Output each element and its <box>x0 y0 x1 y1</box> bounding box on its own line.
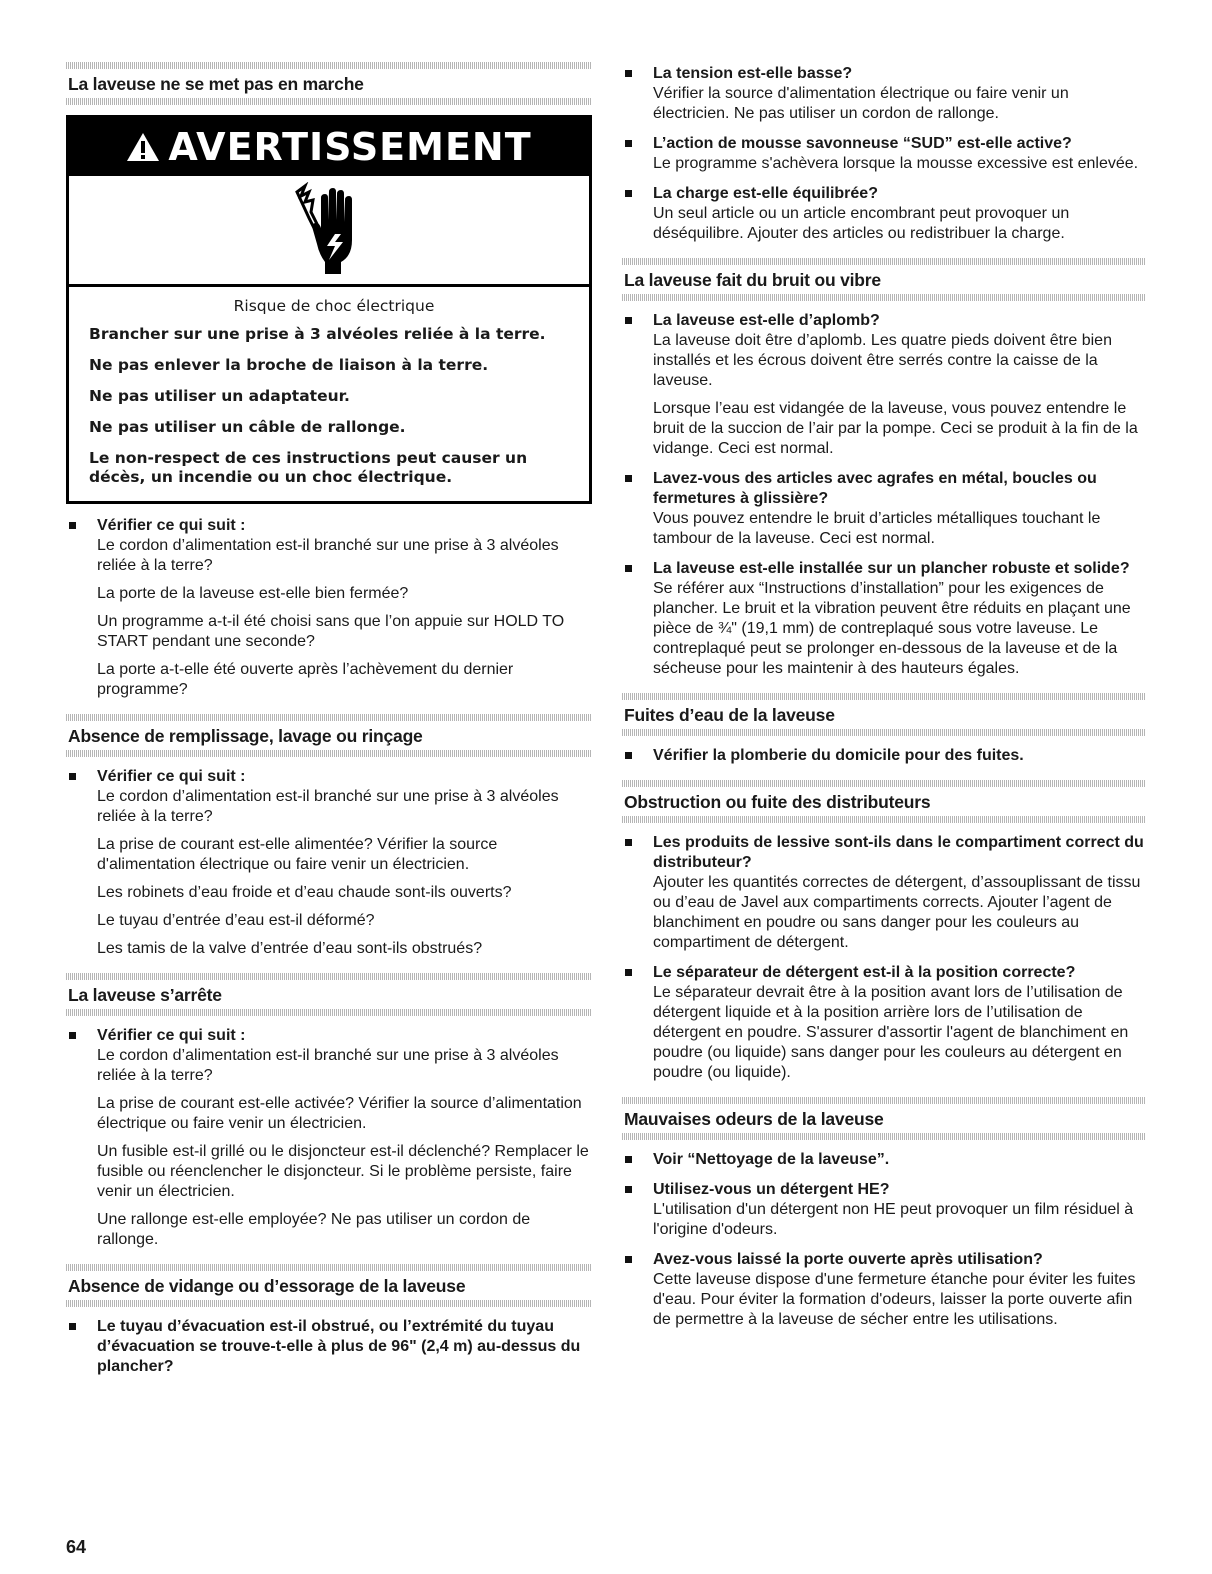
check-list-stops <box>66 1026 592 1250</box>
bullet-icon <box>69 1323 76 1330</box>
item-text: Les tamis de la valve d’entrée d’eau sont-ils obstrués? <box>97 940 483 957</box>
dotted-rule <box>622 729 1146 736</box>
warning-line: Le non-respect de ces instructions peut causer un décès, un incendie ou un choc électrique. <box>89 449 528 486</box>
list-item <box>622 184 1146 244</box>
item-text: Lorsque l’eau est vidangée de la laveuse, vous pouvez entendre le bruit de la succion de l’air par la pompe. Ceci se produit à la fin de la vidange. Ceci est normal. <box>653 400 1138 457</box>
bullet-icon <box>625 140 632 147</box>
section-header-noise <box>622 258 1146 301</box>
list-item <box>622 559 1146 679</box>
item-question: Lavez-vous des articles avec agrafes en métal, boucles ou fermetures à glissière? <box>653 470 1097 507</box>
dotted-rule <box>622 258 1146 265</box>
list-item <box>622 746 1146 766</box>
bullet-icon <box>625 317 632 324</box>
item-question: L’action de mousse savonneuse “SUD” est-elle active? <box>653 135 1072 152</box>
item-text: Le cordon d’alimentation est-il branché sur une prise à 3 alvéoles reliée à la terre? <box>97 788 559 825</box>
list-item <box>622 963 1146 1083</box>
item-question: Vérifier ce qui suit : <box>97 1027 246 1044</box>
dotted-rule <box>66 1300 592 1307</box>
bullet-icon <box>625 839 632 846</box>
item-text: Le cordon d’alimentation est-il branché sur une prise à 3 alvéoles reliée à la terre? <box>97 1047 559 1084</box>
item-question: Les produits de lessive sont-ils dans le compartiment correct du distributeur? <box>653 834 1144 871</box>
item-text: La prise de courant est-elle activée? Vérifier la source d’alimentation électrique ou faire venir un électricien. <box>97 1095 582 1132</box>
dotted-rule <box>66 98 592 105</box>
item-answer: La laveuse doit être d’aplomb. Les quatre pieds doivent être bien installés et les écrous doivent être serrés contre la caisse de la laveuse. <box>653 332 1112 389</box>
bullet-icon <box>69 1032 76 1039</box>
warning-line: Ne pas utiliser un adaptateur. <box>89 387 350 405</box>
section-title: Absence de vidange ou d’essorage de la laveuse <box>68 1276 466 1296</box>
left-column <box>66 62 592 1377</box>
bullet-icon <box>625 475 632 482</box>
item-text: La porte de la laveuse est-elle bien fermée? <box>97 585 409 602</box>
warning-body <box>69 287 589 501</box>
item-answer: L'utilisation d'un détergent non HE peut provoquer un film résiduel à l'origine d'odeurs. <box>653 1201 1134 1238</box>
item-question: Voir “Nettoyage de la laveuse”. <box>653 1151 890 1168</box>
item-question: La laveuse est-elle d’aplomb? <box>653 312 880 329</box>
dotted-rule <box>66 750 592 757</box>
bullet-icon <box>625 70 632 77</box>
item-answer: Vérifier la source d'alimentation électrique ou faire venir un électricien. Ne pas utiliser un cordon de rallonge. <box>653 85 1069 122</box>
bullet-icon <box>625 1186 632 1193</box>
warning-triangle-icon <box>126 132 160 162</box>
bullet-icon <box>625 752 632 759</box>
item-text: Le cordon d’alimentation est-il branché sur une prise à 3 alvéoles reliée à la terre? <box>97 537 559 574</box>
check-list-no-fill <box>66 767 592 959</box>
section-header-no-start <box>66 62 592 105</box>
dotted-rule <box>622 693 1146 700</box>
bullet-icon <box>69 773 76 780</box>
list-item <box>622 469 1146 549</box>
list-item <box>622 1150 1146 1170</box>
item-question: Vérifier la plomberie du domicile pour des fuites. <box>653 747 1024 764</box>
item-question: Vérifier ce qui suit : <box>97 517 246 534</box>
section-title: La laveuse fait du bruit ou vibre <box>624 270 881 290</box>
bullet-icon <box>625 969 632 976</box>
item-text: Une rallonge est-elle employée? Ne pas utiliser un cordon de rallonge. <box>97 1211 531 1248</box>
list-item <box>622 833 1146 953</box>
item-answer: Le séparateur devrait être à la position avant lors de l’utilisation de détergent liquide et à la position arrière lors de l’utilisation de détergent en poudre. S'assurer d'assortir l'agent de blanchiment en poudre (ou liquide) sans danger pour les couleurs au détergent en poudre (ou liquide). <box>653 984 1129 1081</box>
item-question: La laveuse est-elle installée sur un plancher robuste et solide? <box>653 560 1130 577</box>
dotted-rule <box>622 294 1146 301</box>
warning-box <box>66 115 592 504</box>
dotted-rule <box>66 62 592 69</box>
bullet-icon <box>625 565 632 572</box>
dotted-rule <box>622 1133 1146 1140</box>
right-column <box>622 62 1146 1330</box>
bullet-icon <box>625 1156 632 1163</box>
dotted-rule <box>622 816 1146 823</box>
section-header-leaks <box>622 693 1146 736</box>
item-question: La charge est-elle équilibrée? <box>653 185 878 202</box>
item-text: Les robinets d’eau froide et d’eau chaude sont-ils ouverts? <box>97 884 512 901</box>
item-question: Le tuyau d’évacuation est-il obstrué, ou l’extrémité du tuyau d’évacuation se trouve-t-elle à plus de 96" (2,4 m) au-dessus du plancher? <box>97 1318 581 1375</box>
warning-pictogram <box>69 176 589 287</box>
list-item <box>622 311 1146 459</box>
section-header-no-drain <box>66 1264 592 1307</box>
section-header-no-fill <box>66 714 592 757</box>
dotted-rule <box>66 973 592 980</box>
item-text: Le tuyau d’entrée d’eau est-il déformé? <box>97 912 375 929</box>
warning-banner <box>69 118 589 176</box>
warning-line: Ne pas enlever la broche de liaison à la terre. <box>89 356 489 374</box>
list-item <box>622 1250 1146 1330</box>
section-title: La laveuse ne se met pas en marche <box>68 74 364 94</box>
item-answer: Ajouter les quantités correctes de détergent, d’assouplissant de tissu ou d’eau de Javel aux compartiments corrects. Ajouter l’agent de blanchiment en poudre ou sans danger pour les couleurs au compartiment de détergent. <box>653 874 1141 951</box>
item-answer: Le programme s'achèvera lorsque la mousse excessive est enlevée. <box>653 155 1139 172</box>
warning-banner-text: AVERTISSEMENT <box>168 125 532 169</box>
item-answer: Se référer aux “Instructions d’installation” pour les exigences de plancher. Le bruit et la vibration peuvent être réduits en plaçant une pièce de ¾" (19,1 mm) de contreplaqué sous votre laveuse. Le contreplaqué peut se prolonger en-dessous de la laveuse et de la sécheuse pour les maintenir à des hauteurs égales. <box>653 580 1131 677</box>
dotted-rule <box>622 780 1146 787</box>
section-header-dispensers <box>622 780 1146 823</box>
item-answer: Cette laveuse dispose d'une fermeture étanche pour éviter les fuites d'eau. Pour éviter la formation d'odeurs, laisser la porte ouverte afin de permettre à la laveuse de sécher entre les utilisations. <box>653 1271 1136 1328</box>
list-item <box>622 64 1146 124</box>
dotted-rule <box>66 1264 592 1271</box>
section-title: La laveuse s’arrête <box>68 985 222 1005</box>
section-title: Absence de remplissage, lavage ou rinçage <box>68 726 423 746</box>
item-answer: Vous pouvez entendre le bruit d’articles métalliques touchant le tambour de la laveuse. Ceci est normal. <box>653 510 1101 547</box>
dotted-rule <box>622 1097 1146 1104</box>
item-text: La prise de courant est-elle alimentée? Vérifier la source d'alimentation électrique ou faire venir un électricien. <box>97 836 498 873</box>
section-title: Fuites d’eau de la laveuse <box>624 705 835 725</box>
dotted-rule <box>66 1009 592 1016</box>
electric-shock-hand-icon <box>291 182 367 278</box>
item-answer: Un seul article ou un article encombrant peut provoquer un déséquilibre. Ajouter des articles ou redistribuer la charge. <box>653 205 1070 242</box>
item-question: Avez-vous laissé la porte ouverte après utilisation? <box>653 1251 1043 1268</box>
item-text: La porte a-t-elle été ouverte après l’achèvement du dernier programme? <box>97 661 514 698</box>
item-text: Un programme a-t-il été choisi sans que l’on appuie sur HOLD TO START pendant une seconde? <box>97 613 565 650</box>
warning-line: Ne pas utiliser un câble de rallonge. <box>89 418 406 436</box>
warning-line: Brancher sur une prise à 3 alvéoles reliée à la terre. <box>89 325 546 343</box>
list-item <box>622 1180 1146 1240</box>
page-number: 64 <box>66 1537 87 1557</box>
dotted-rule <box>66 714 592 721</box>
item-text: Un fusible est-il grillé ou le disjoncteur est-il déclenché? Remplacer le fusible ou réenclencher le disjoncteur. Si le problème persiste, faire venir un électricien. <box>97 1143 589 1200</box>
bullet-icon <box>69 522 76 529</box>
item-question: La tension est-elle basse? <box>653 65 853 82</box>
list-item <box>622 134 1146 174</box>
item-question: Le séparateur de détergent est-il à la position correcte? <box>653 964 1076 981</box>
check-list-no-start <box>66 516 592 700</box>
section-title: Mauvaises odeurs de la laveuse <box>624 1109 884 1129</box>
section-header-stops <box>66 973 592 1016</box>
list-item <box>66 1317 592 1377</box>
section-header-odors <box>622 1097 1146 1140</box>
item-question: Vérifier ce qui suit : <box>97 768 246 785</box>
item-question: Utilisez-vous un détergent HE? <box>653 1181 890 1198</box>
bullet-icon <box>625 190 632 197</box>
warning-risk: Risque de choc électrique <box>233 297 435 315</box>
bullet-icon <box>625 1256 632 1263</box>
section-title: Obstruction ou fuite des distributeurs <box>624 792 931 812</box>
